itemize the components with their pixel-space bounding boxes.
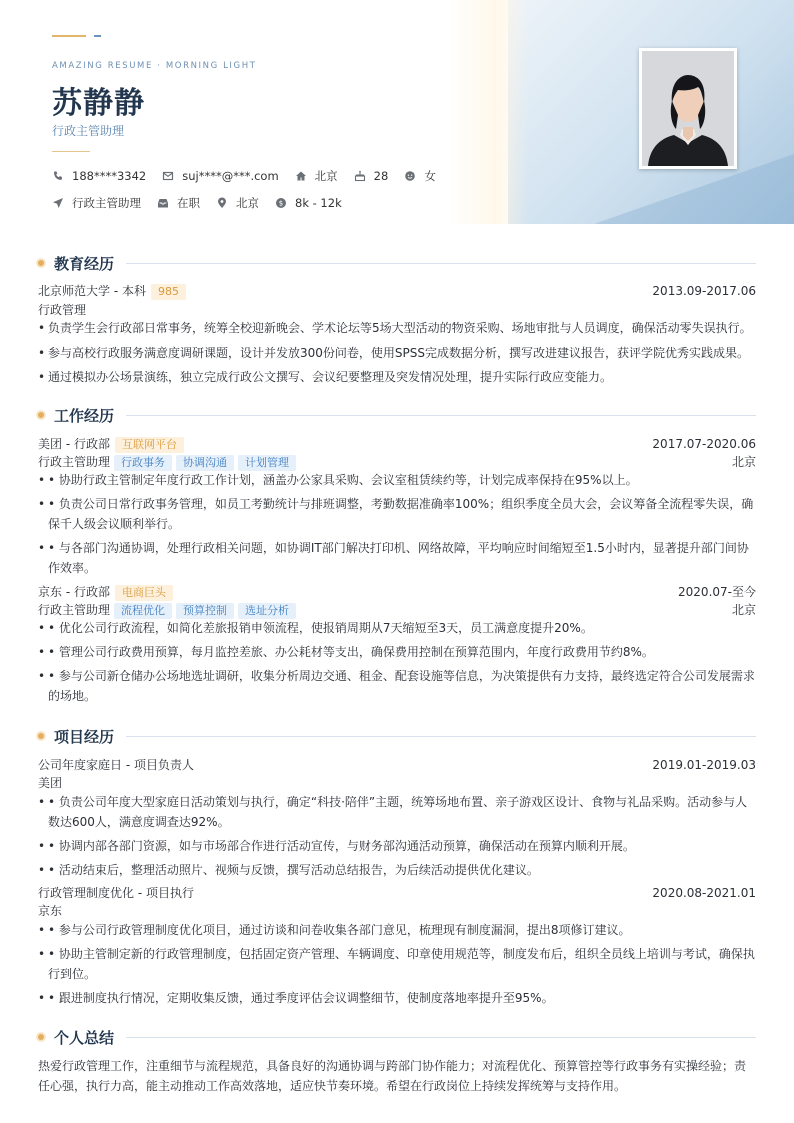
home-icon xyxy=(295,170,307,182)
gender-icon xyxy=(404,170,416,182)
section-dot xyxy=(38,260,44,266)
list-item: • • 协调内部各部门资源，如与市场部合作进行活动宣传，与财务部沟通活动预算，确保活动在预算内顺利开展。 xyxy=(38,836,756,856)
list-item: • • 优化公司行政流程，如简化差旅报销申领流程，使报销周期从7天缩短至3天，员工满意度提升20%。 xyxy=(38,618,756,638)
section-dot xyxy=(38,733,44,739)
job-position: 行政主管助理 xyxy=(38,455,111,469)
job-city: 北京 xyxy=(731,455,756,469)
project-header xyxy=(38,884,756,902)
skill-tag: 行政事务 xyxy=(114,455,172,471)
job-position-row xyxy=(38,453,756,471)
svg-text:$: $ xyxy=(278,199,284,208)
job-date: 2017.07-2020.06 xyxy=(652,437,756,451)
list-item: • • 参与公司行政管理制度优化项目，通过访谈和问卷收集各部门意见，梳理现有制度漏洞，提出8项修订建议。 xyxy=(38,920,756,940)
contact-city: 北京 xyxy=(295,168,338,184)
accent-line-small xyxy=(94,35,101,37)
contact-age: 28 xyxy=(354,169,389,183)
list-item: • • 管理公司行政费用预算，每月监控差旅、办公耗材等支出，确保费用控制在预算范围内，年度行政费用节约8%。 xyxy=(38,642,756,662)
list-item: • • 协助行政主管制定年度行政工作计划，涵盖办公家具采购、会议室租赁续约等，计划完成率保持在95%以上。 xyxy=(38,470,756,490)
project-org: 京东 xyxy=(38,904,63,918)
list-item: • 参与高校行政服务满意度调研课题，设计并发放300份问卷，使用SPSS完成数据分析，撰写改进建议报告，获评学院优秀实践成果。 xyxy=(38,343,756,363)
summary-section xyxy=(38,1027,756,1093)
profile-photo xyxy=(639,48,737,169)
intent-status: 在职 xyxy=(157,195,200,211)
section-line xyxy=(126,263,756,264)
section-title: 个人总结 xyxy=(54,1028,115,1047)
list-item: • • 参与公司新仓储办公场地选址调研，收集分析周边交通、租金、配套设施等信息，为决策提供有力支持，最终选定符合公司发展需求的场地。 xyxy=(38,666,756,706)
school-name: 北京师范大学 - 本科 xyxy=(38,284,146,298)
skill-tag: 流程优化 xyxy=(114,603,172,619)
section-line xyxy=(126,415,756,416)
work-section xyxy=(38,405,756,703)
project-name: 公司年度家庭日 - 项目负责人 xyxy=(38,758,194,772)
section-title: 工作经历 xyxy=(54,406,115,425)
job-position: 行政主管助理 xyxy=(38,603,111,617)
section-header xyxy=(38,1027,756,1047)
mail-icon xyxy=(162,170,174,182)
phone-icon xyxy=(52,170,64,182)
job-city: 北京 xyxy=(731,603,756,617)
skill-tag: 协调沟通 xyxy=(176,455,234,471)
intent-salary: $ 8k - 12k xyxy=(275,196,342,210)
section-title: 项目经历 xyxy=(54,727,115,746)
section-line xyxy=(126,1037,756,1038)
company-tag: 互联网平台 xyxy=(115,437,184,453)
list-item: • • 协助主管制定新的行政管理制度，包括固定资产管理、车辆调度、印章使用规范等，制度发布后，组织全员线上培训与考试，确保执行到位。 xyxy=(38,944,756,984)
contact-row xyxy=(52,168,452,184)
contact-phone: 188****3342 xyxy=(52,169,146,183)
project-header xyxy=(38,756,756,774)
list-item: • 负责学生会行政部日常事务，统筹全校迎新晚会、学术论坛等5场大型活动的物资采购、场地审批与人员调度，确保活动零失误执行。 xyxy=(38,318,756,338)
company-name: 美团 - 行政部 xyxy=(38,437,110,451)
job-position-row xyxy=(38,601,756,619)
project-name: 行政管理制度优化 - 项目执行 xyxy=(38,886,194,900)
skill-tag: 计划管理 xyxy=(238,455,296,471)
job-date: 2020.07-至今 xyxy=(678,585,756,599)
job-header xyxy=(38,435,756,453)
send-icon xyxy=(52,197,64,209)
list-item: • • 活动结束后，整理活动照片、视频与反馈，撰写活动总结报告，为后续活动提供优化建议。 xyxy=(38,860,756,880)
section-header xyxy=(38,405,756,425)
project-org: 美团 xyxy=(38,776,63,790)
education-entry xyxy=(38,282,756,300)
skill-tag: 预算控制 xyxy=(176,603,234,619)
project-date: 2019.01-2019.03 xyxy=(652,758,756,772)
salary-icon xyxy=(275,197,287,209)
company-name: 京东 - 行政部 xyxy=(38,585,110,599)
list-item: • 通过模拟办公场景演练，独立完成行政公文撰写、会议纪要整理及突发情况处理，提升实际行政应变能力。 xyxy=(38,367,756,387)
accent-line xyxy=(52,35,86,37)
list-item: • • 负责公司日常行政事务管理，如员工考勤统计与排班调整，考勤数据准确率100%；组织季度全员大会，会议筹备全流程零失误，确保千人级会议顺利举行。 xyxy=(38,494,756,534)
education-section xyxy=(38,253,756,384)
intent-city: 北京 xyxy=(216,195,259,211)
list-item: • • 跟进制度执行情况，定期收集反馈，通过季度评估会议调整细节，使制度落地率提升至95%。 xyxy=(38,988,756,1008)
projects-section xyxy=(38,726,756,1005)
list-item: • • 负责公司年度大型家庭日活动策划与执行，确定“科技·陪伴”主题，统筹场地布置、亲子游戏区设计、食物与礼品采购。活动参与人数达600人，满意度调查达92%。 xyxy=(38,792,756,832)
resume-header xyxy=(0,0,794,224)
section-dot xyxy=(38,412,44,418)
project-date: 2020.08-2021.01 xyxy=(652,886,756,900)
skill-tag: 选址分析 xyxy=(238,603,296,619)
section-dot xyxy=(38,1034,44,1040)
contact-email: suj****@***.com xyxy=(162,169,278,183)
job-header xyxy=(38,583,756,601)
contact-gender: 女 xyxy=(404,168,436,184)
list-item: • • 与各部门沟通协调，处理行政相关问题，如协调IT部门解决打印机、网络故障，平均响应时间缩短至1.5小时内，显著提升部门间协作效率。 xyxy=(38,538,756,578)
candidate-role: 行政主管助理 xyxy=(52,124,125,138)
education-date: 2013.09-2017.06 xyxy=(652,284,756,298)
intent-position: 行政主管助理 xyxy=(52,195,141,211)
job-intent-row xyxy=(52,195,358,211)
company-tag: 电商巨头 xyxy=(115,585,173,601)
location-icon xyxy=(216,197,228,209)
section-header xyxy=(38,253,756,273)
inbox-icon xyxy=(157,197,169,209)
section-line xyxy=(126,736,756,737)
summary-text: 热爱行政管理工作，注重细节与流程规范，具备良好的沟通协调与跨部门协作能力；对流程优化、预算管控等行政事务有实操经验；责任心强，执行力高，能主动推动工作高效落地，适应快节奏环境。希望在行政岗位上持续发挥统筹与支持作用。 xyxy=(38,1059,747,1093)
cake-icon xyxy=(354,170,366,182)
header-tagline: AMAZING RESUME · MORNING LIGHT xyxy=(52,61,257,71)
candidate-name: 苏静静 xyxy=(52,86,145,121)
section-title: 教育经历 xyxy=(54,254,115,273)
school-tag: 985 xyxy=(151,284,186,300)
divider xyxy=(52,151,90,152)
education-major: 行政管理 xyxy=(38,303,87,317)
section-header xyxy=(38,726,756,746)
